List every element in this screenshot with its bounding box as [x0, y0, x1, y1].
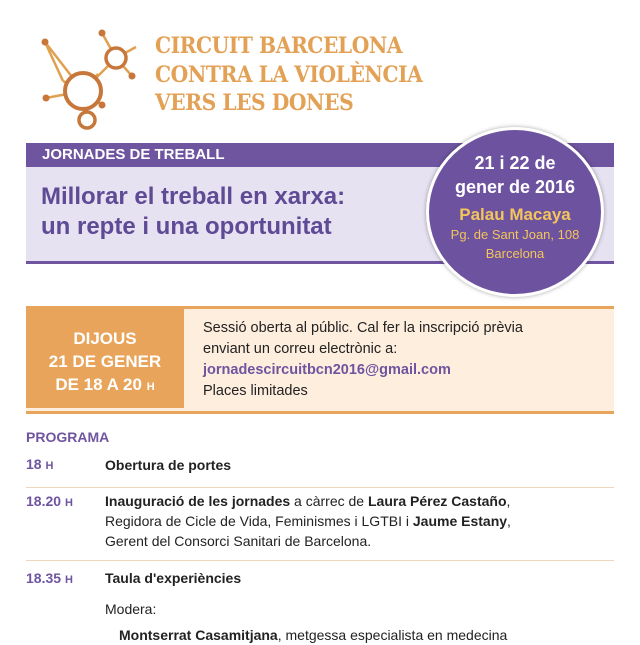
- section-band: JORNADES DE TREBALL: [26, 143, 614, 167]
- session-email-link[interactable]: jornadescircuitbcn2016@gmail.com: [203, 362, 451, 378]
- date-venue-badge: [426, 127, 604, 297]
- badge-date: 21 i 22 de: [474, 153, 556, 173]
- program-time: 18 H: [26, 456, 54, 472]
- title-line: CIRCUIT BARCELONA: [155, 33, 403, 59]
- title-line: VERS LES DONES: [155, 90, 354, 116]
- session-hours: DE 18 A 20: [55, 375, 142, 394]
- session-date: [26, 309, 184, 408]
- session-info: [203, 318, 523, 402]
- session-line: Sessió oberta al públic. Cal fer la inscripció prèvia: [203, 320, 523, 336]
- badge-address: Pg. de Sant Joan, 108: [450, 227, 580, 242]
- badge-city: Barcelona: [485, 246, 545, 261]
- title-line: CONTRA LA VIOLÈNCIA: [155, 61, 423, 88]
- session-date-text: 21 DE GENER: [48, 352, 162, 371]
- subtitle-line: un repte i una oportunitat: [41, 213, 332, 240]
- moderator-label: Modera:: [105, 601, 157, 617]
- header-title: [155, 32, 422, 118]
- badge-date: gener de 2016: [454, 177, 576, 197]
- moderator: Montserrat Casamitjana, metgessa especialista en medecina: [119, 627, 508, 643]
- subtitle: [41, 182, 345, 242]
- divider: [26, 560, 614, 561]
- circuit-logo-icon: [38, 26, 148, 136]
- badge-venue: Palau Macaya: [459, 205, 571, 224]
- session-line: Places limitades: [203, 383, 308, 399]
- program-time: 18.20 H: [26, 493, 73, 509]
- programa-heading: PROGRAMA: [26, 429, 110, 445]
- session-day: DIJOUS: [73, 329, 137, 348]
- program-time: 18.35 H: [26, 570, 73, 586]
- subtitle-line: Millorar el treball en xarxa:: [41, 183, 346, 210]
- session-hours-unit: H: [146, 381, 155, 393]
- session-line: enviant un correu electrònic a:: [203, 341, 398, 357]
- program-item: Obertura de portes: [105, 457, 232, 473]
- program-item: Inauguració de les jornades a càrrec de Laura Pérez Castaño, Regidora de Cicle de Vida, Feminismes i LGTBI i Jaume Estany, Gerent del Consorci Sanitari de Barcelona.: [105, 493, 511, 549]
- divider: [26, 487, 614, 488]
- program-item: Taula d'experiències: [105, 570, 242, 586]
